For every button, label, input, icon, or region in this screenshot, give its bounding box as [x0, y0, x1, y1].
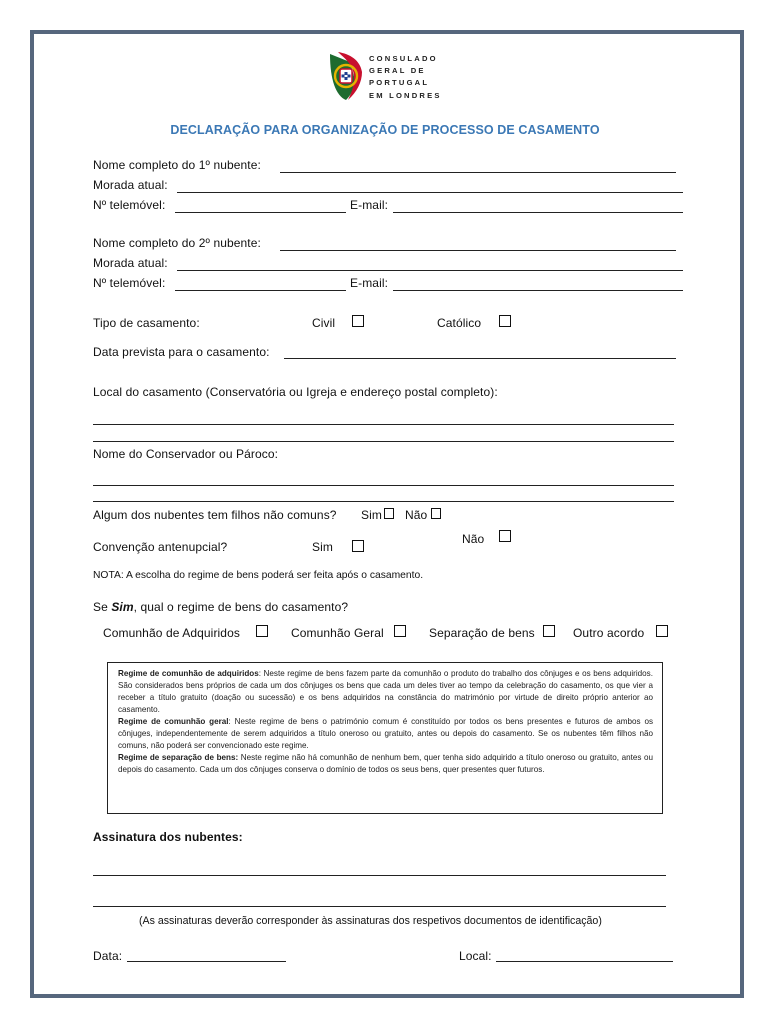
- note-text: NOTA: A escolha do regime de bens poderá ser feita após o casamento.: [93, 570, 424, 581]
- catholic-label: Católico: [437, 316, 482, 330]
- regime-option-label: Outro acordo: [573, 626, 645, 640]
- info-paragraph: [118, 668, 653, 716]
- document-title: DECLARAÇÃO PARA ORGANIZAÇÃO DE PROCESSO DE CASAMENTO: [170, 123, 600, 137]
- regime-adquiridos-checkbox[interactable]: [256, 625, 268, 637]
- officiant-label: Nome do Conservador ou Pároco:: [93, 447, 279, 461]
- consulate-line: GERAL DE: [369, 66, 426, 76]
- portugal-coat-of-arms-icon: [326, 50, 366, 102]
- place-field[interactable]: [496, 961, 673, 962]
- children-no-checkbox[interactable]: [431, 508, 441, 519]
- consulate-line: EM LONDRES: [369, 90, 442, 100]
- nubente2-phone-field[interactable]: [175, 290, 346, 291]
- signature-label: Assinatura dos nubentes:: [93, 830, 243, 844]
- prenup-yes-label: Sim: [312, 540, 333, 554]
- civil-checkbox[interactable]: [352, 315, 364, 327]
- regime-option-label: Comunhão de Adquiridos: [103, 626, 240, 640]
- regime-question-emph: Sim: [111, 600, 134, 614]
- consulate-name: [369, 53, 442, 102]
- regime-question: [93, 600, 348, 614]
- nubente1-name-label: Nome completo do 1º nubente:: [93, 158, 261, 172]
- prenup-yes-checkbox[interactable]: [352, 540, 364, 552]
- regime-geral-checkbox[interactable]: [394, 625, 406, 637]
- info-title: Regime de comunhão de adquiridos: [118, 669, 259, 678]
- signature-field-1[interactable]: [93, 875, 666, 876]
- date-label: Data:: [93, 949, 123, 963]
- consulate-line: CONSULADO: [369, 54, 438, 63]
- civil-label: Civil: [312, 316, 336, 330]
- children-question: Algum dos nubentes tem filhos não comuns?: [93, 508, 337, 522]
- officiant-field-1[interactable]: [93, 485, 674, 486]
- marriage-date-label: Data prevista para o casamento:: [93, 345, 270, 359]
- nubente1-email-label: E-mail:: [350, 198, 389, 212]
- nubente2-phone-label: Nº telemóvel:: [93, 276, 166, 290]
- nubente1-phone-field[interactable]: [175, 212, 346, 213]
- nubente2-email-label: E-mail:: [350, 276, 389, 290]
- signature-note: (As assinaturas deverão corresponder às assinaturas dos respetivos documentos de identificação): [139, 915, 602, 927]
- nubente2-address-field[interactable]: [177, 270, 683, 271]
- info-paragraph: [118, 716, 653, 752]
- regime-info-box: [107, 662, 663, 814]
- prenup-no-label: Não: [462, 532, 485, 546]
- regime-option-label: Separação de bens: [429, 626, 535, 640]
- nubente1-address-label: Morada atual:: [93, 178, 168, 192]
- officiant-field-2[interactable]: [93, 501, 674, 502]
- marriage-place-field-1[interactable]: [93, 424, 674, 425]
- prenup-no-checkbox[interactable]: [499, 530, 511, 542]
- info-title: Regime de comunhão geral: [118, 717, 229, 726]
- regime-question-suffix: , qual o regime de bens do casamento?: [133, 600, 349, 614]
- children-no-label: Não: [405, 508, 428, 522]
- signature-field-2[interactable]: [93, 906, 666, 907]
- consulate-line: PORTUGAL: [369, 78, 430, 88]
- info-text: : Neste regime de bens fazem parte da comunhão o produto do trabalho dos cônjuges e os bens adquiridos. São considerados bens próprios de cada um dos cônjuges os bens que cada um deles tiver ao tempo da celebração do casamento, os que vier a receber a título gratuito (doação ou sucessão) e os bens adquiridos na constância do matrimónio por virtude de direito próprio anterior ao casamento.: [118, 669, 653, 714]
- place-label: Local:: [459, 949, 492, 963]
- prenup-question: Convenção antenupcial?: [93, 540, 228, 554]
- regime-separacao-checkbox[interactable]: [543, 625, 555, 637]
- catholic-checkbox[interactable]: [499, 315, 511, 327]
- nubente1-name-field[interactable]: [280, 172, 676, 173]
- info-title: Regime de separação de bens:: [118, 753, 239, 762]
- nubente1-address-field[interactable]: [177, 192, 683, 193]
- regime-outro-checkbox[interactable]: [656, 625, 668, 637]
- info-text: Neste regime não há comunhão de nenhum bem, quer tenha sido adquirido a título oneroso ou gratuito, antes ou depois do casamento. Cada um dos cônjuges conserva o domínio de todos os seus bens, quer presentes quer futuros.: [118, 753, 653, 774]
- nubente1-phone-label: Nº telemóvel:: [93, 198, 166, 212]
- regime-question-prefix: Se: [93, 600, 112, 614]
- marriage-type-label: Tipo de casamento:: [93, 316, 200, 330]
- children-yes-label: Sim: [361, 508, 382, 522]
- marriage-date-field[interactable]: [284, 358, 676, 359]
- info-text: : Neste regime de bens o património comum é constituído por todos os bens presentes e futuros de ambos os cônjuges, independentemente de serem adquiridos a título oneroso ou gratuito, antes ou depois do casamento. Se os nubentes têm filhos não comuns, não poderá ser convencionado este regime.: [118, 717, 653, 750]
- marriage-place-label: Local do casamento (Conservatória ou Igreja e endereço postal completo):: [93, 385, 498, 399]
- nubente2-name-label: Nome completo do 2º nubente:: [93, 236, 261, 250]
- marriage-place-field-2[interactable]: [93, 441, 674, 442]
- children-yes-checkbox[interactable]: [384, 508, 394, 519]
- nubente2-name-field[interactable]: [280, 250, 676, 251]
- nubente2-email-field[interactable]: [393, 290, 683, 291]
- nubente1-email-field[interactable]: [393, 212, 683, 213]
- nubente2-address-label: Morada atual:: [93, 256, 168, 270]
- regime-option-label: Comunhão Geral: [291, 626, 384, 640]
- date-field[interactable]: [127, 961, 286, 962]
- info-paragraph: [118, 752, 653, 776]
